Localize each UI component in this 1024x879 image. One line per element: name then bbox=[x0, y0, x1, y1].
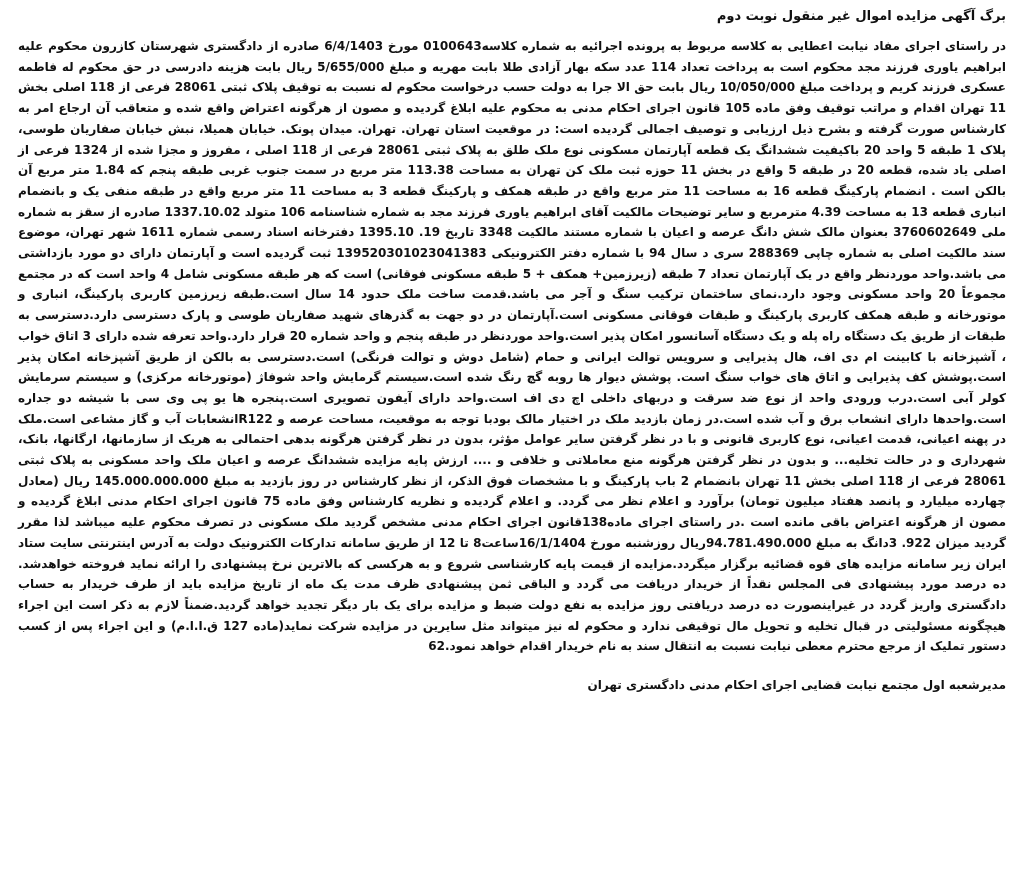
notice-signature: مدیرشعبه اول مجتمع نیابت قضایی اجرای احکام مدنی دادگستری تهران bbox=[587, 678, 1006, 693]
auction-notice bbox=[18, 6, 1006, 873]
notice-body: در راستای اجرای مفاد نیابت اعطایی به کلاسه مربوط به پرونده اجرائیه به شماره کلاسه0100643 مورخ 6/4/1403 صادره از دادگستری شهرستان کازرون محکوم علیه ابراهیم یاوری فرزند مجد محکوم است به پرداخت تعداد 114 عدد سکه بهار آزادی طلا بابت مهریه و مبلغ 5/655/000 ریال بابت هزینه دادرسی در حق محکوم له فاطمه عسکری فرزند کریم و پرداخت مبلغ 10/050/000 ریال بابت حق الا جرا به دولت حسب درخواست محکوم له نسبت به توقیف پلاک ثبتی 28061 فرعی از 118 اصلی بخش 11 تهران اقدام و مراتب توقیف وفق ماده 105 قانون اجرای احکام مدنی به محکوم علیه ابلاغ گردیده و مصون از هرگونه اعتراض واقع شده و متعاقب آن ارجاع امر به کارشناس صورت گرفته و بشرح ذیل ارزیابی و توصیف اجمالی گردیده است: در موقعیت استان تهران. تهران. میدان پونک. خیابان همیلا، نبش خیابان صفاریان طوسی، پلاک 1 طبقه 5 واحد 20 باکیفیت ششدانگ یک قطعه آپارتمان مسکونی نوع ملک طلق به پلاک ثبتی 28061 فرعی از 118 اصلی ، مفروز و مجزا شده از 1324 فرعی از اصلی یاد شده، قطعه 20 در طبقه 5 واقع در بخش 11 حوزه ثبت ملک کن تهران به مساحت 113.38 متر مربع در سمت جنوب غربی طبقه پنجم که 1.84 متر مربع آن بالکن است . انضمام پارکینگ قطعه 16 به مساحت 11 متر مربع واقع در طبقه همکف و پارکینگ قطعه 3 به مساحت 11 متر مربع واقع در طبقه منفی یک و بانضمام انباری قطعه 13 به مساحت 4.39 مترمربع و سایر توضیحات مالکیت آقای ابراهیم یاوری فرزند مجد به شماره شناسنامه 106 متولد 1337.10.02 صادره از سقز به شماره ملی 3760602649 بعنوان مالک شش دانگ عرصه و اعیان با شماره مستند مالکیت 3348 تاریخ 19. 1395.10 دفترخانه اسناد رسمی شماره 1611 شهر تهران، موضوع سند مالکیت اصلی به شماره چاپی 288369 سری د سال 94 با شماره دفتر الکترونیکی 139520301023041383 ثبت گردیده است و آپارتمان دارای دو مورد بازداشتی می باشد.واحد موردنظر واقع در یک آپارتمان تعداد 7 طبقه (زیرزمین+ همکف + 5 طبقه مسکونی فوقانی) است که هر طبقه مسکونی شامل 4 واحد است که در مجتمع مجموعاً 20 واحد مسکونی وجود دارد.نمای ساختمان ترکیب سنگ و آجر می باشد.قدمت ساخت ملک حدود 14 سال است.طبقه زیرزمین کاربری پارکینگ، انباری و موتورخانه و طبقه همکف کاربری پارکینگ و طبقات فوقانی مسکونی است.آپارتمان در دو جهت به گذرهای شهید صفاریان طوسی و پارک دسترسی دارد.دسترسی به طبقات از طریق یک دستگاه راه پله و یک دستگاه آسانسور امکان پذیر است.واحد موردنظر در طبقه پنجم و واحد شماره 20 قرار دارد.واحد تعرفه شده دارای 3 اتاق خواب ، آشپزخانه با کابینت ام دی اف، هال پذیرایی و سرویس توالت ایرانی و حمام (شامل دوش و توالت فرنگی) است.دسترسی به بالکن از طریق آشپزخانه امکان پذیر است.پوشش کف پذیرایی و اتاق های خواب سنگ است. پوشش دیوار ها روبه گچ رنگ شده است.سیستم گرمایش واحد شوفاژ (موتورخانه مرکزی) و سیستم سرمایش کولر آبی است.درب ورودی واحد از نوع ضد سرقت و دربهای داخلی اچ دی اف است.واحد دارای آیفون تصویری است.پنجره ها یو پی وی سی با شیشه دو جداره است.واحدها دارای انشعاب برق و آب شده است.در زمان بازدید ملک در اختیار مالک بودبا توجه به موقعیت، مساحت عرصه و R122انشعابات آب و گاز مشاعی است.ملک در پهنه اعیانی، قدمت اعیانی، نوع کاربری قانونی و با در نظر گرفتن سایر عوامل مؤثر، بدون در نظر گرفتن هرگونه بدهی احتمالی به هریک از سازمانها، ارگانها، بانک، شهرداری و در حالت تخلیه... و بدون در نظر گرفتن هرگونه منع معاملاتی و خلافی و .... ارزش پایه مزایده ششدانگ عرصه و اعیان ملک واحد مسکونی به پلاک ثبتی 28061 فرعی از 118 اصلی بخش 11 تهران بانضمام 2 باب پارکینگ و با مشخصات فوق الذکر، از نظر کارشناس در روز بازدید به مبلغ 145.000.000.000 ریال (معادل چهارده میلیارد و پانصد هفتاد میلیون تومان) برآورد و اعلام نظر می گردد. و اعلام گردیده و نظریه کارشناس وفق ماده 75 قانون اجرای احکام مدنی ابلاغ گردیده و مصون از هرگونه اعتراض باقی مانده است .در راستای اجرای ماده138قانون اجرای احکام مدنی مشخص گردید ملک مسکونی در تصرف محکوم علیه میباشد لذا مقرر گردید میزان 922. 3دانگ به مبلغ 94.781.490.000ریال روزشنبه مورخ 16/1/1404ساعت8 تا 12 از طریق سامانه تدارکات الکترونیک دولت به آدرس اینترنتی سایت ستاد ایران زیر سامانه مزایده های قوه قضائیه برگزار میگردد.مزایده از قیمت پایه کارشناسی شروع و به هرکسی که بالاترین نرخ پیشنهادی را ارائه نماید فروخته خواهدشد. ده درصد مورد پیشنهادی فی المجلس نقداً از خریدار دریافت می گردد و الباقی ثمن پیشنهادی ظرف مدت یک ماه از تاریخ مزایده باید از طرف خریدار به حساب دادگستری واریز گردد در غیراینصورت ده درصد دریافتی روز مزایده به نفع دولت ضبط و مزایده برای یک بار دیگر تجدید خواهد گردید.ضمناً لازم به ذکر است این اجراء هیچگونه مسئولیتی در قبال تخلیه و تحویل مال توقیفی ندارد و محکوم له نیز میتواند مثل سایرین در مزایده شرکت نماید(ماده 127 ق.ا.ا.م) و این اجراء پس از کسب دستور تملیک از مرجع محترم معطی نیابت نسبت به انتقال سند به نام خریدار اقدام خواهد نمود.62 bbox=[18, 39, 1007, 654]
notice-title: برگ آگهی مزایده اموال غیر منقول نوبت دوم bbox=[716, 9, 1006, 24]
